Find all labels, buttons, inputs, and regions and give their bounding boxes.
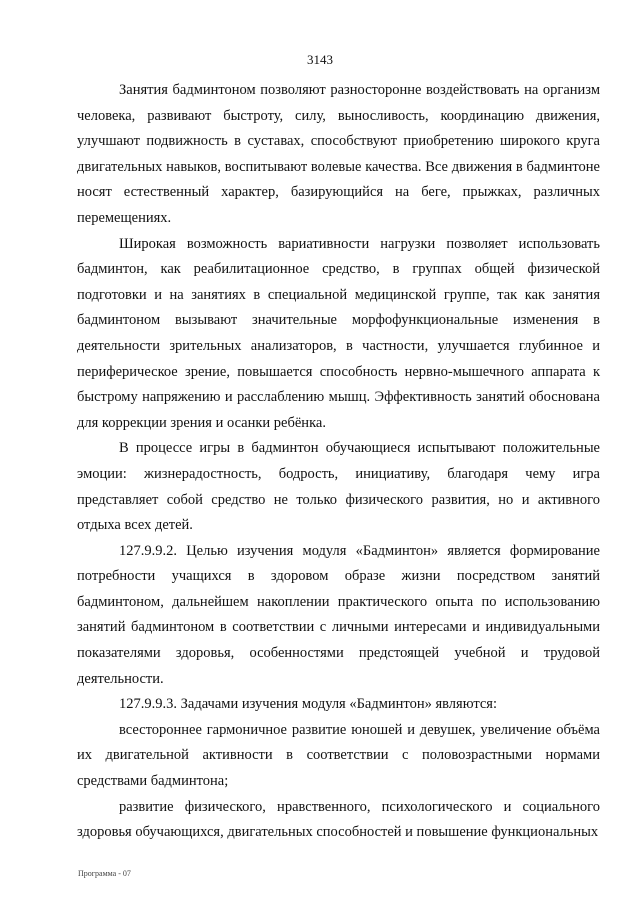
paragraph-3: В процессе игры в бадминтон обучающиеся испытывают положительные эмоции: жизнерадостность, бодрость, инициативу, благодаря чему игра представляет собой средство не только физического развития, но и активного отдыха всех детей. (77, 440, 600, 534)
document-body (77, 78, 600, 846)
paragraph-1: Занятия бадминтоном позволяют разносторонне воздействовать на организм человека, развивают быстроту, силу, выносливость, координацию движения, улучшают подвижность в суставах, способствуют приобретению широкого круга двигательных навыков, воспитывают волевые качества. Все движения в бадминтоне носят естественный характер, базирующийся на беге, прыжках, различных перемещениях. (77, 82, 600, 226)
footer-label: Программа - 07 (78, 869, 131, 878)
paragraph-5: 127.9.9.3. Задачами изучения модуля «Бадминтон» являются: (119, 696, 497, 713)
page-number: 3143 (307, 52, 333, 67)
paragraph-4: 127.9.9.2. Целью изучения модуля «Бадминтон» является формирование потребности учащихся в здоровом образе жизни посредством занятий бадминтоном, дальнейшем накоплении практического опыта по использованию занятий бадминтоном в соответствии с личными интересами и индивидуальными показателями здоровья, особенностями предстоящей учебной и трудовой деятельности. (77, 542, 600, 687)
paragraph-7: развитие физического, нравственного, психологического и социального здоровья обучающихся, двигательных способностей и повышение функциональных (77, 798, 600, 841)
paragraph-2: Широкая возможность вариативности нагрузки позволяет использовать бадминтон, как реабилитационное средство, в группах общей физической подготовки и на занятиях в специальной медицинской группе, так как занятия бадминтоном вызывают значительные морфофункциональные изменения в деятельности зрительных анализаторов, в частности, улучшается глубинное и периферическое зрение, повышается способность нервно-мышечного аппарата к быстрому напряжению и расслаблению мышц. Эффективность занятий обоснована для коррекции зрения и осанки ребёнка. (77, 235, 600, 431)
paragraph-6: всестороннее гармоничное развитие юношей и девушек, увеличение объёма их двигательной активности в соответствии с половозрастными нормами средствами бадминтона; (77, 721, 600, 790)
